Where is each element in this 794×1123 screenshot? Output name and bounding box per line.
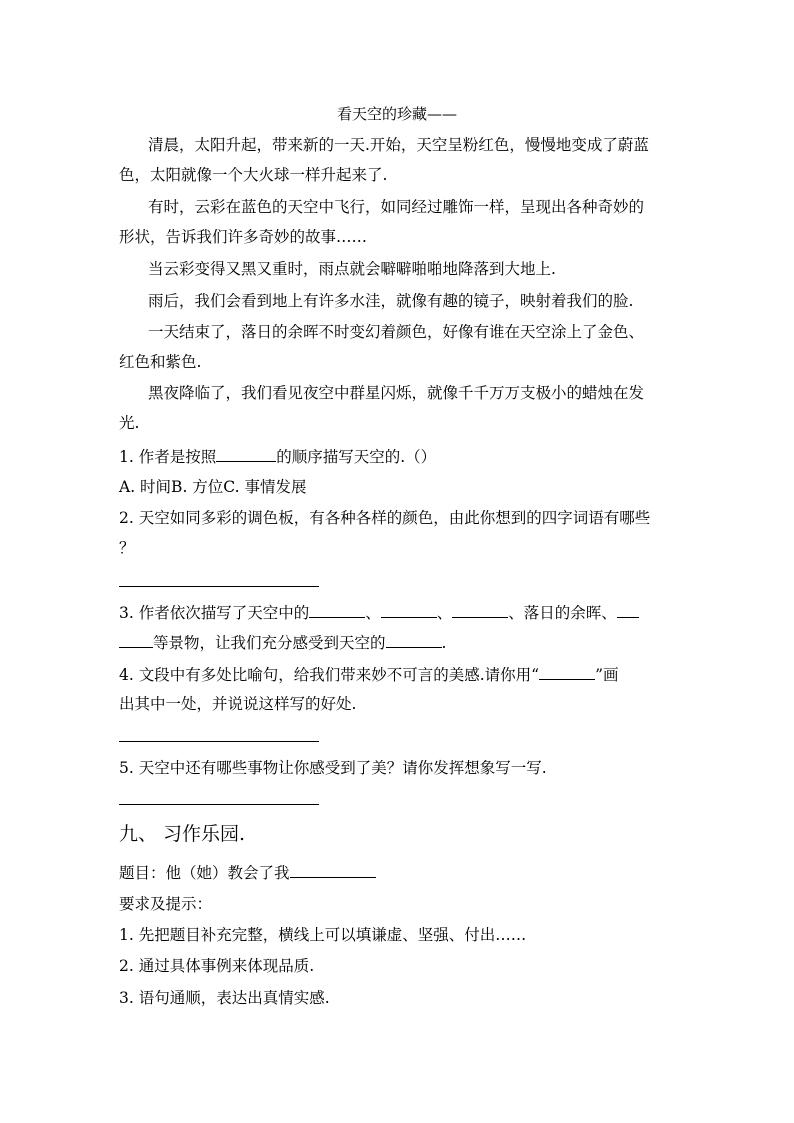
passage-paragraph-5-line-1: 一天结束了，落日的余晖不时变幻着颜色，好像有谁在天空涂上了金色、: [148, 323, 645, 341]
question-3-sep-1: 、: [365, 604, 381, 622]
composition-topic-label: 题目：他（她）教会了我: [119, 864, 290, 882]
question-4-line-1: [119, 664, 679, 685]
composition-requirement-1: 1. 先把题目补充完整，横线上可以填谦虚、坚强、付出……: [119, 926, 527, 944]
question-5-answer-line[interactable]: [119, 804, 319, 805]
passage-paragraph-3: 当云彩变得又黑又重时，雨点就会噼噼啪啪地降落到大地上.: [148, 260, 556, 278]
composition-topic: [119, 862, 679, 883]
passage-title: 看天空的珍藏——: [336, 105, 457, 123]
question-3-text-1: 3. 作者依次描写了天空中的: [119, 604, 310, 622]
question-3-blank-5[interactable]: [386, 632, 442, 648]
passage-paragraph-6-line-1: 黑夜降临了，我们看见夜空中群星闪烁，就像千千万万支极小的蜡烛在发: [148, 384, 645, 402]
question-3-blank-3[interactable]: [452, 602, 508, 618]
question-3-blank-2[interactable]: [381, 602, 437, 618]
question-3-line-1: [119, 602, 679, 623]
question-3-text-2: 、落日的余晖、: [508, 604, 617, 622]
question-3-line-2: [119, 632, 679, 653]
question-1-text-after: 的顺序描写天空的.（）: [276, 448, 437, 466]
passage-paragraph-4: 雨后，我们会看到地上有许多水洼，就像有趣的镜子，映射着我们的脸.: [148, 292, 634, 310]
composition-requirement-2: 2. 通过具体事例来体现品质.: [119, 957, 315, 975]
question-4-text-2: ”画: [595, 666, 619, 684]
passage-paragraph-5-line-2: 红色和紫色.: [119, 353, 202, 371]
question-1-blank[interactable]: [216, 446, 276, 462]
composition-requirements-label: 要求及提示：: [119, 895, 213, 913]
question-3-blank-1[interactable]: [309, 602, 365, 618]
passage-paragraph-6-line-2: 光.: [119, 414, 140, 432]
passage-paragraph-1-line-1: 清晨，太阳升起，带来新的一天.开始，天空呈粉红色，慢慢地变成了蔚蓝: [148, 136, 649, 154]
question-2-line-2: ？: [119, 539, 135, 557]
question-3-blank-4b[interactable]: [119, 632, 153, 648]
passage-paragraph-2-line-2: 形状，告诉我们许多奇妙的故事……: [119, 228, 368, 246]
question-3-sep-2: 、: [436, 604, 453, 622]
question-4-line-2: 出其中一处，并说说这样写的好处.: [119, 695, 357, 713]
question-5: 5. 天空中还有哪些事物让你感受到了美？请你发挥想象写一写.: [119, 759, 547, 777]
passage-paragraph-2-line-1: 有时，云彩在蓝色的天空中飞行，如同经过雕饰一样，呈现出各种奇妙的: [148, 198, 645, 216]
composition-requirement-3: 3. 语句通顺，表达出真情实感.: [119, 989, 330, 1007]
question-3-blank-4a[interactable]: [617, 602, 639, 618]
question-1-options: A. 时间B. 方位C. 事情发展: [119, 478, 307, 496]
question-4-blank[interactable]: [539, 664, 595, 680]
question-1: [119, 446, 679, 467]
question-2-line-1: 2. 天空如同多彩的调色板，有各种各样的颜色，由此你想到的四字词语有哪些: [119, 509, 651, 527]
composition-heading: 九、 习作乐园.: [119, 823, 246, 845]
question-4-text-1: 4. 文段中有多处比喻句，给我们带来妙不可言的美感.请你用“: [119, 666, 540, 684]
question-3-text-3: 等景物，让我们充分感受到天空的: [153, 634, 386, 652]
question-2-answer-line[interactable]: [119, 586, 319, 587]
composition-topic-blank[interactable]: [290, 862, 376, 878]
question-4-answer-line[interactable]: [119, 741, 319, 742]
passage-paragraph-1-line-2: 色，太阳就像一个大火球一样升起来了.: [119, 166, 388, 184]
question-1-text-before: 1. 作者是按照: [119, 448, 217, 466]
question-3-text-4: .: [441, 634, 447, 652]
